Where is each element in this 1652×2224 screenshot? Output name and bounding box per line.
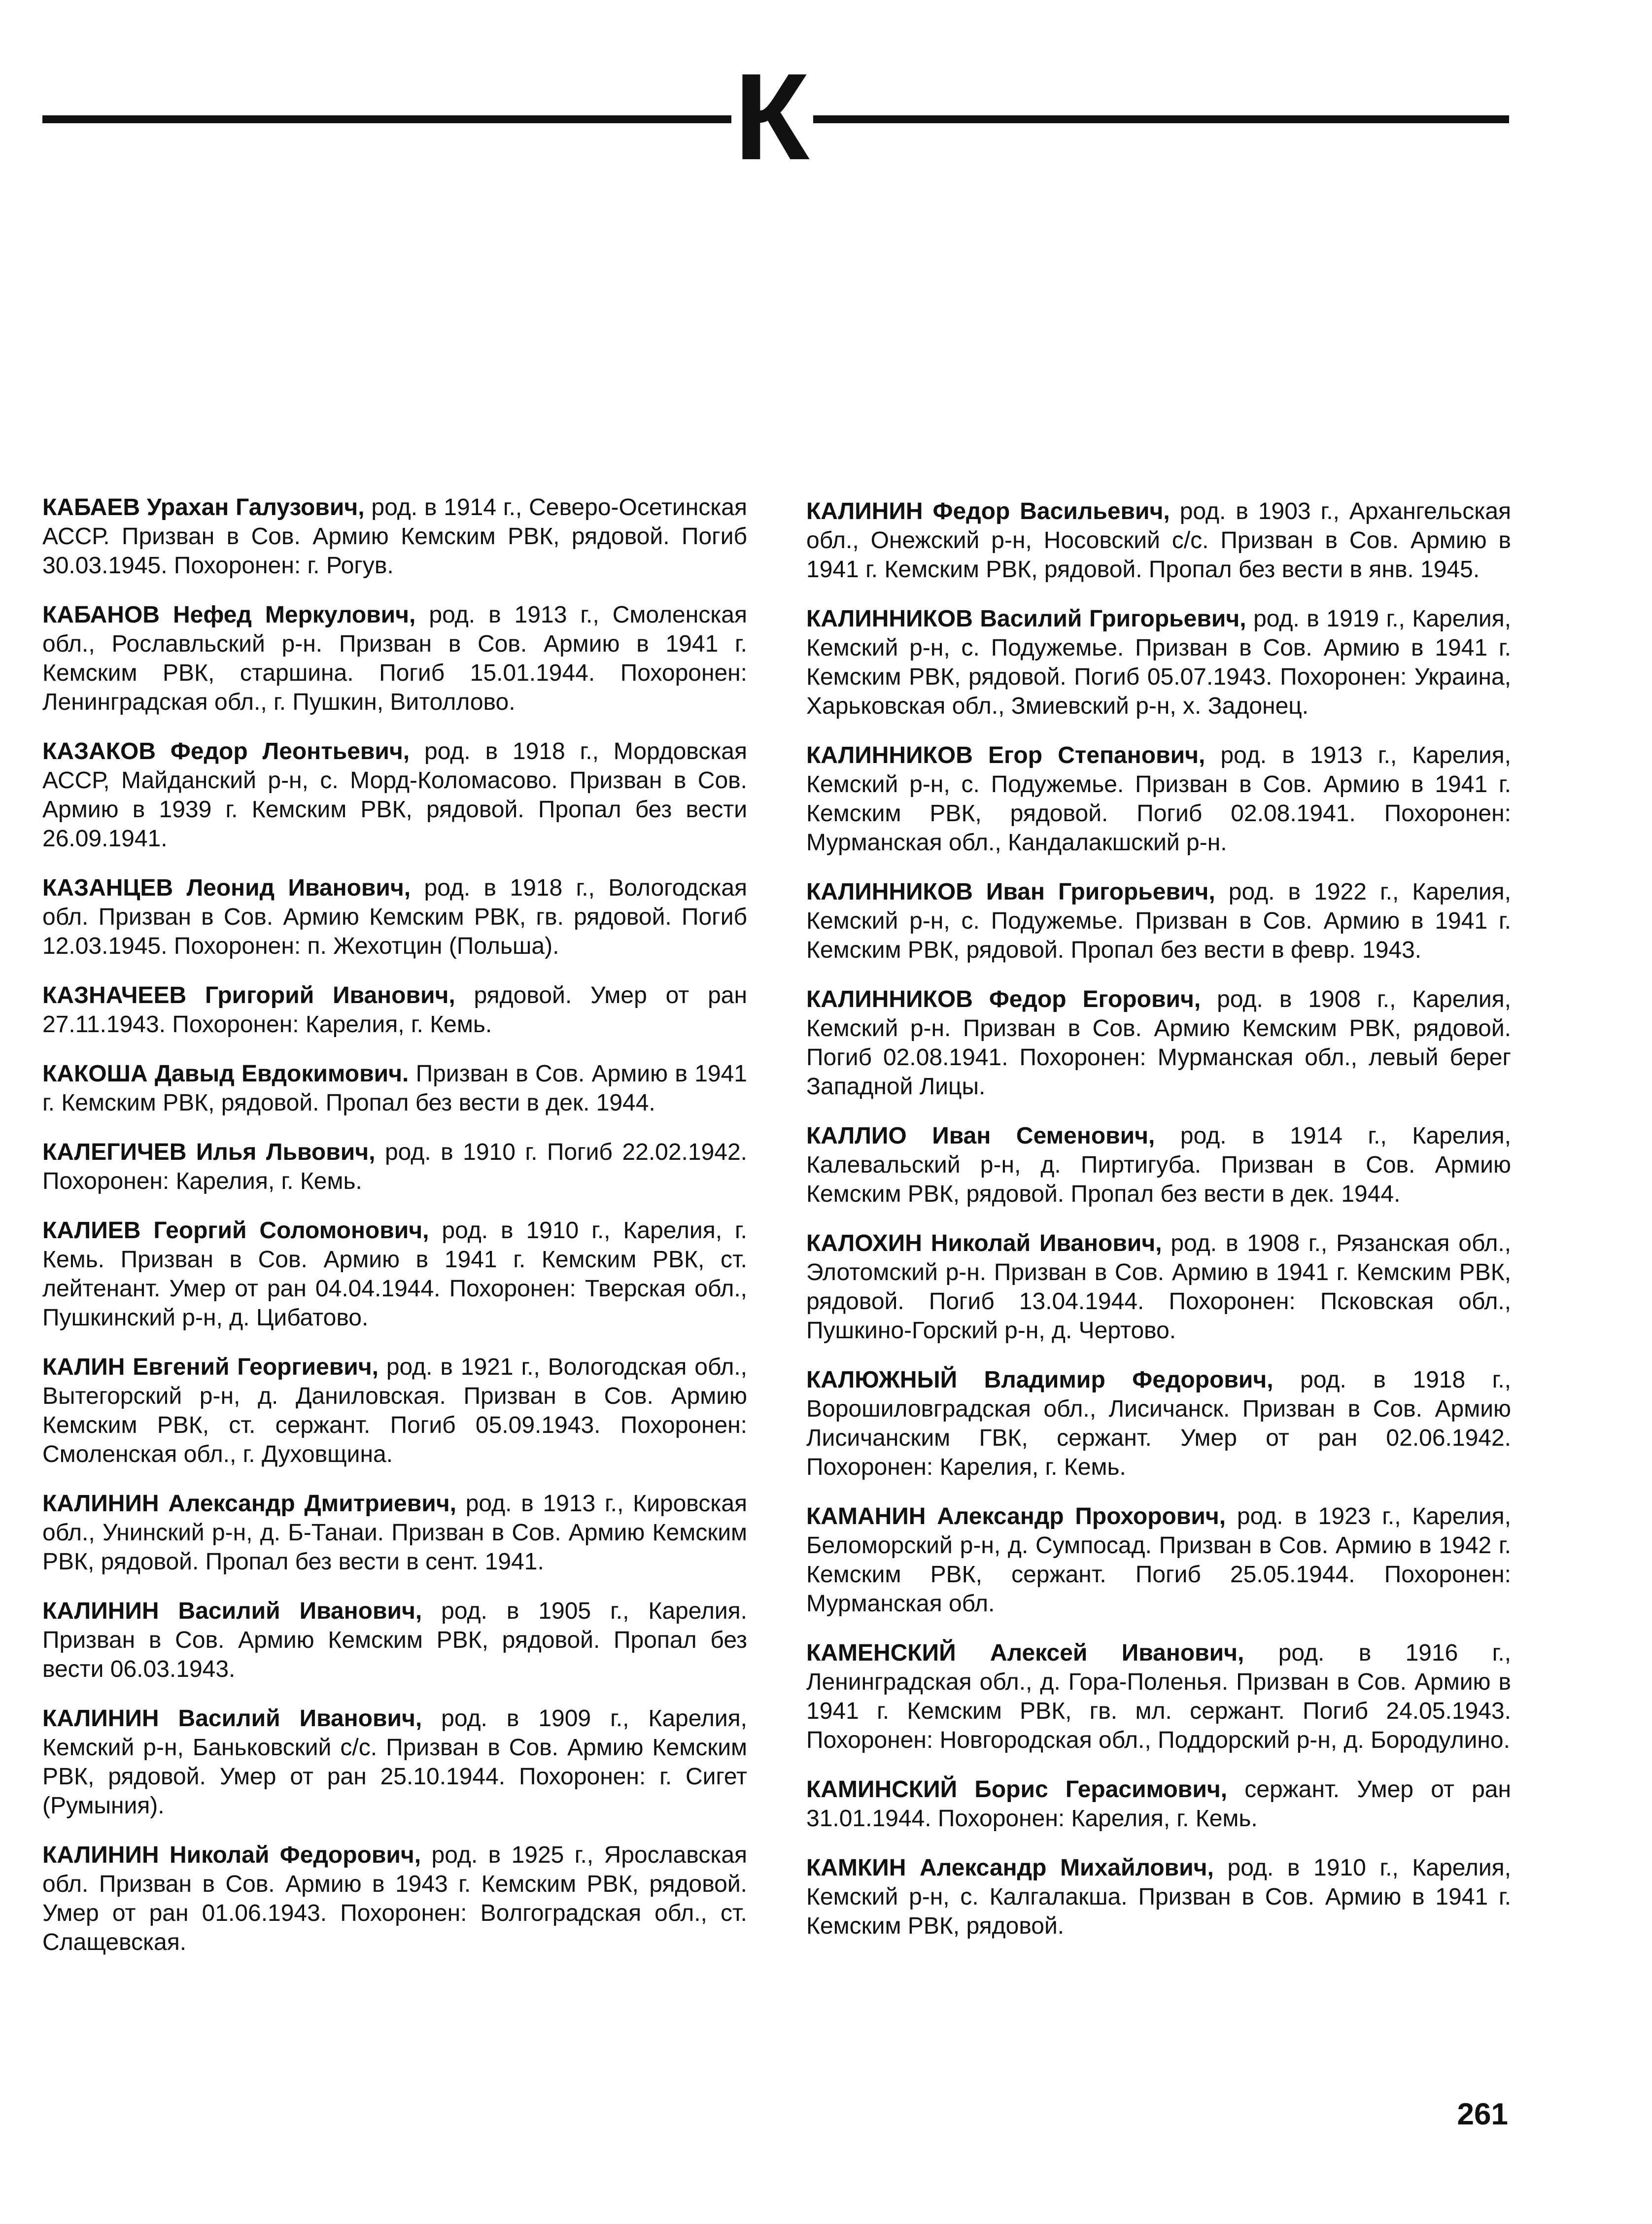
entry-text: род. в 1908 г., Карелия, Кемский р-н. Призван в Сов. Армию Кемским РВК, рядовой. Погиб 02.08.1941. Похоронен: Мурманская обл., левый берег Западной Лицы.	[806, 986, 1512, 1100]
right-column	[806, 497, 1511, 1961]
entry-text: род. в 1905 г., Карелия. Призван в Сов. Армию Кемским РВК, рядовой. Пропал без вести 06.03.1943.	[42, 1598, 748, 1682]
entry-name: КАЛЛИО Иван Семенович,	[806, 1123, 1155, 1149]
biography-entry	[42, 1216, 747, 1332]
entry-name: КАЛИНИН Александр Дмитриевич,	[42, 1491, 456, 1517]
biography-entry	[42, 981, 747, 1039]
entry-name: КАЛИНИН Федор Васильевич,	[806, 498, 1170, 524]
entries-columns	[42, 493, 1511, 2070]
entry-name: КАЛИНИН Николай Федорович,	[42, 1842, 421, 1868]
biography-entry	[806, 497, 1511, 584]
entry-text: род. в 1923 г., Карелия, Беломорский р-н, д. Сумпосад. Призван в Сов. Армию в 1942 г. Кемским РВК, сержант. Погиб 25.05.1944. Похоронен: Мурманская обл.	[806, 1503, 1512, 1617]
entry-text: род. в 1903 г., Архангельская обл., Онежский р-н, Носовский с/с. Призван в Сов. Армию в 1941 г. Кемским РВК, рядовой. Пропал без вести в янв. 1945.	[806, 498, 1512, 583]
biography-entry	[806, 1775, 1511, 1833]
entry-text: рядовой. Умер от ран 27.11.1943. Похоронен: Карелия, г. Кемь.	[42, 982, 748, 1038]
biography-entry	[806, 604, 1511, 721]
entry-text: род. в 1919 г., Карелия, Кемский р-н, с. Подужемье. Призван в Сов. Армию в 1941 г. Кемским РВК, рядовой. Погиб 05.07.1943. Похоронен: Украина, Харьковская обл., Змиевский р-н, х. Задонец.	[806, 606, 1511, 719]
biography-entry	[42, 1059, 747, 1117]
header-rule-left	[42, 115, 731, 123]
entry-text: род. в 1914 г., Карелия, Калевальский р-н, д. Пиртигуба. Призван в Сов. Армию Кемским РВК, рядовой. Пропал без вести в дек. 1944.	[806, 1123, 1512, 1207]
entry-text: род. в 1910 г., Карелия, Кемский р-н, с. Калгалакша. Призван в Сов. Армию в 1941 г. Кемским РВК, рядовой.	[806, 1855, 1512, 1939]
entry-name: КАЗАНЦЕВ Леонид Иванович,	[42, 875, 411, 901]
entry-name: КАЛИНИН Василий Иванович,	[42, 1598, 422, 1624]
entry-text: род. в 1918 г., Вологодская обл. Призван в Сов. Армию Кемским РВК, гв. рядовой. Погиб 12.03.1945. Похоронен: п. Жехотцин (Польша).	[42, 875, 748, 959]
header-rule-right	[813, 115, 1509, 123]
entry-text: род. в 1914 г., Северо-Осетинская АССР. Призван в Сов. Армию Кемским РВК, рядовой. Погиб 30.03.1945. Похоронен: г. Рогув.	[42, 494, 747, 579]
entry-name: КАЛИЕВ Георгий Соломонович,	[42, 1217, 429, 1244]
biography-entry	[806, 741, 1511, 857]
page-number: 261	[1457, 2097, 1508, 2131]
entry-text: Призван в Сов. Армию в 1941 г. Кемским РВК, рядовой. Пропал без вести в дек. 1944.	[42, 1061, 748, 1116]
entry-name: КАКОША Давыд Евдокимович.	[42, 1061, 409, 1087]
entry-text: род. в 1922 г., Карелия, Кемский р-н, с. Подужемье. Призван в Сов. Армию в 1941 г. Кемским РВК, рядовой. Пропал без вести в февр. 1943.	[806, 879, 1512, 963]
entry-text: род. в 1925 г., Ярославская обл. Призван в Сов. Армию в 1943 г. Кемским РВК, рядовой. Умер от ран 01.06.1943. Похоронен: Волгоградская обл., ст. Слащевская.	[42, 1842, 747, 1955]
left-column	[42, 493, 747, 1977]
entry-name: КАМИНСКИЙ Борис Герасимович,	[806, 1776, 1228, 1803]
entry-name: КАБАЕВ Урахан Галузович,	[42, 494, 365, 521]
entry-text: род. в 1916 г., Ленинградская обл., д. Гора-Поленья. Призван в Сов. Армию в 1941 г. Кемским РВК, гв. мл. сержант. Погиб 24.05.1943. Похоронен: Новгородская обл., Поддорский р-н, д. Бородулино.	[806, 1640, 1511, 1753]
entry-text: род. в 1908 г., Рязанская обл., Элотомский р-н. Призван в Сов. Армию в 1941 г. Кемским РВК, рядовой. Погиб 13.04.1944. Похоронен: Псковская обл., Пушкино-Горский р-н, д. Чертово.	[806, 1230, 1512, 1344]
biography-entry	[42, 600, 747, 717]
entry-name: КАЛИНИН Василий Иванович,	[42, 1705, 422, 1732]
biography-entry	[806, 1121, 1511, 1209]
biography-entry	[42, 1353, 747, 1469]
biography-entry	[42, 1841, 747, 1957]
biography-entry	[42, 737, 747, 853]
biography-entry	[42, 1704, 747, 1820]
entry-name: КАМАНИН Александр Прохорович,	[806, 1503, 1226, 1529]
entry-text: род. в 1918 г., Мордовская АССР, Майданский р-н, с. Морд-Коломасово. Призван в Сов. Армию в 1939 г. Кемским РВК, рядовой. Пропал без вести 26.09.1941.	[42, 738, 747, 852]
biography-entry	[806, 1853, 1511, 1941]
biography-entry	[42, 493, 747, 580]
entry-text: род. в 1913 г., Карелия, Кемский р-н, с. Подужемье. Призван в Сов. Армию в 1941 г. Кемским РВК, рядовой. Погиб 02.08.1941. Похоронен: Мурманская обл., Кандалакшский р-н.	[806, 742, 1512, 856]
entry-name: КАЛОХИН Николай Иванович,	[806, 1230, 1162, 1256]
entry-text: сержант. Умер от ран 31.01.1944. Похоронен: Карелия, г. Кемь.	[806, 1776, 1512, 1832]
entry-text: род. в 1913 г., Смоленская обл., Рославльский р-н. Призван в Сов. Армию в 1941 г. Кемским РВК, старшина. Погиб 15.01.1944. Похоронен: Ленинградская обл., г. Пушкин, Витоллово.	[42, 602, 747, 715]
entry-name: КАМЕНСКИЙ Алексей Иванович,	[806, 1640, 1244, 1666]
entry-text: род. в 1910 г. Погиб 22.02.1942. Похоронен: Карелия, г. Кемь.	[42, 1139, 747, 1194]
entry-name: КАЗНАЧЕЕВ Григорий Иванович,	[42, 982, 455, 1008]
biography-entry	[42, 873, 747, 961]
biography-entry	[806, 1638, 1511, 1755]
section-header	[0, 0, 1652, 237]
entry-name: КАБАНОВ Нефед Меркулович,	[42, 602, 416, 628]
entry-text: род. в 1910 г., Карелия, г. Кемь. Призван в Сов. Армию в 1941 г. Кемским РВК, ст. лейтенант. Умер от ран 04.04.1944. Похоронен: Тверская обл., Пушкинский р-н, д. Цибатово.	[42, 1217, 747, 1331]
entry-name: КАЛИННИКОВ Иван Григорьевич,	[806, 879, 1215, 905]
entry-name: КАЛЕГИЧЕВ Илья Львович,	[42, 1139, 376, 1165]
biography-entry	[42, 1138, 747, 1196]
biography-entry	[806, 877, 1511, 965]
entry-name: КАЛИН Евгений Георгиевич,	[42, 1354, 379, 1380]
biography-entry	[806, 1229, 1511, 1345]
entry-text: род. в 1918 г., Ворошиловградская обл., Лисичанск. Призван в Сов. Армию Лисичанским ГВК, сержант. Умер от ран 02.06.1942. Похоронен: Карелия, г. Кемь.	[806, 1367, 1512, 1480]
section-letter: К	[734, 48, 810, 185]
entry-name: КАЛЮЖНЫЙ Владимир Федорович,	[806, 1367, 1273, 1393]
biography-entry	[42, 1597, 747, 1684]
entry-text: род. в 1909 г., Карелия, Кемский р-н, Баньковский с/с. Призван в Сов. Армию Кемским РВК, рядовой. Умер от ран 25.10.1944. Похоронен: г. Сигет (Румыния).	[42, 1705, 748, 1819]
entry-text: род. в 1913 г., Кировская обл., Унинский р-н, д. Б-Танаи. Призван в Сов. Армию Кемским РВК, рядовой. Пропал без вести в сент. 1941.	[42, 1491, 748, 1575]
biography-entry	[42, 1489, 747, 1576]
entry-name: КАЗАКОВ Федор Леонтьевич,	[42, 738, 410, 764]
entry-text: род. в 1921 г., Вологодская обл., Вытегорский р-н, д. Даниловская. Призван в Сов. Армию Кемским РВК, ст. сержант. Погиб 05.09.1943. Похоронен: Смоленская обл., г. Духовщина.	[42, 1354, 747, 1467]
biography-entry	[806, 985, 1511, 1101]
biography-entry	[806, 1365, 1511, 1482]
entry-name: КАЛИННИКОВ Федор Егорович,	[806, 986, 1201, 1012]
entry-name: КАЛИННИКОВ Егор Степанович,	[806, 742, 1205, 768]
entry-name: КАМКИН Александр Михайлович,	[806, 1855, 1214, 1881]
entry-name: КАЛИННИКОВ Василий Григорьевич,	[806, 606, 1246, 632]
biography-entry	[806, 1502, 1511, 1618]
